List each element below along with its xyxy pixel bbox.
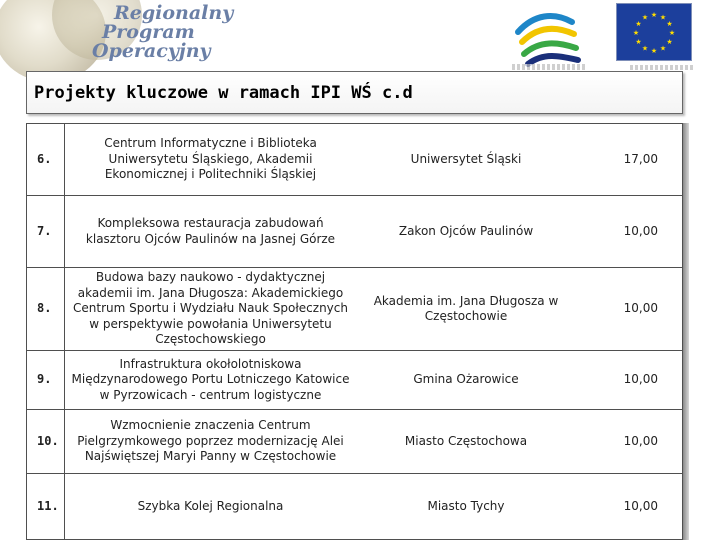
beneficiary: Akademia im. Jana Długosza w Częstochowie [373, 293, 559, 323]
svg-text:★: ★ [659, 44, 667, 53]
eu-flag-caption [630, 65, 694, 70]
row-number: 7. [27, 196, 65, 267]
page-title: Projekty kluczowe w ramach IPI WŚ c.d [34, 83, 413, 103]
svg-text:★: ★ [650, 47, 658, 55]
row-number: 11. [27, 474, 65, 539]
svg-text:★: ★ [650, 11, 658, 19]
program-line-2: Program [102, 21, 195, 43]
project-name: Budowa bazy naukowo - dydaktycznej akademii im. Jana Długosza: Akademickiego Centrum Sportu i Wydziału Nauk Społecznych w perspektywie powołania Uniwersytetu Częstochowskiego [73, 270, 348, 347]
project-value: 10,00 [623, 433, 658, 448]
project-name: Kompleksowa restauracja zabudowań klasztoru Ojców Paulinów na Jasnej Górze [85, 216, 336, 246]
title-box [26, 71, 683, 114]
table-shadow [683, 123, 689, 540]
svg-text:★: ★ [666, 38, 673, 46]
row-number: 10. [27, 410, 65, 473]
svg-text:★: ★ [635, 20, 642, 28]
project-name: Centrum Informatyczne i Biblioteka Uniwersytetu Śląskiego, Akademii Ekonomicznej i Politechniki Śląskiej [104, 136, 317, 182]
table-row [27, 124, 682, 196]
project-name: Infrastruktura okołolotniskowa Międzynarodowego Portu Lotniczego Katowice w Pyrzowicach - centrum logistyczne [71, 356, 350, 402]
beneficiary: Gmina Ożarowice [413, 372, 519, 387]
row-number: 9. [27, 351, 65, 409]
svg-text:★: ★ [641, 44, 649, 53]
svg-text:★: ★ [668, 29, 676, 37]
beneficiary: Zakon Ojców Paulinów [398, 223, 534, 238]
row-number: 6. [27, 124, 65, 195]
project-value: 10,00 [623, 372, 658, 387]
header [0, 0, 720, 72]
table-row [27, 351, 682, 410]
program-logo-text [94, 4, 233, 61]
beneficiary: Miasto Częstochowa [404, 433, 528, 448]
table-row [27, 410, 682, 474]
svg-text:★: ★ [641, 13, 649, 22]
project-name: Wzmocnienie znaczenia Centrum Pielgrzymkowego poprzez modernizację Alei Najświętszej Maryi Panny w Częstochowie [77, 418, 344, 464]
project-name: Szybka Kolej Regionalna [137, 498, 284, 513]
svg-text:★: ★ [659, 13, 667, 22]
table-row [27, 474, 682, 539]
eu-flag-icon [617, 4, 691, 60]
program-line-3: Operacyjny [92, 40, 211, 62]
beneficiary: Miasto Tychy [427, 498, 505, 513]
beneficiary: Uniwersytet Śląski [410, 151, 522, 166]
projects-table [26, 123, 683, 540]
silesia-logo-icon [510, 2, 586, 72]
svg-text:★: ★ [635, 38, 642, 46]
row-number: 8. [27, 268, 65, 350]
silesia-logo-caption [512, 64, 586, 70]
project-value: 10,00 [623, 301, 658, 316]
project-value: 17,00 [623, 151, 658, 166]
table-row [27, 196, 682, 268]
program-line-1: Regionalny [114, 2, 234, 24]
project-value: 10,00 [623, 223, 658, 238]
svg-text:★: ★ [666, 20, 673, 28]
table-row [27, 268, 682, 351]
svg-text:★: ★ [632, 29, 640, 37]
project-value: 10,00 [623, 498, 658, 513]
